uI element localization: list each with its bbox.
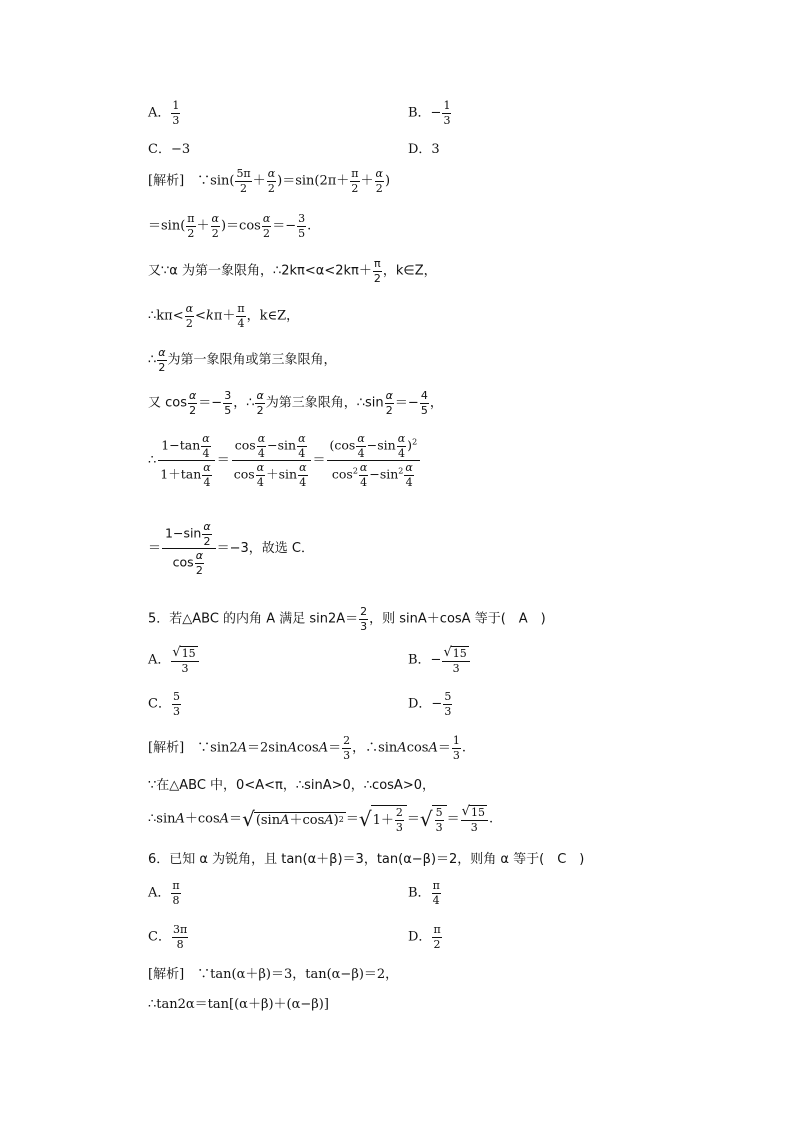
q4-option-d: D．3 — [408, 142, 440, 157]
q6-option-a: A． $\frac{\pi}{8}$ — [148, 879, 180, 907]
q6-analysis-line-2: ∴tan2α＝tan[(α＋β)＋(α−β)] — [148, 997, 329, 1012]
q4-analysis-line-4: ∴kπ< $\frac{\alpha}{2}$ <kπ＋ $\frac{\pi}{4}$ ，k∈Z， — [148, 302, 300, 330]
q4-option-a: A． $\frac{1}{3}$ — [148, 99, 180, 127]
q5-analysis-line-1: [解析] ∵sin2A＝2sinAcosA＝ $\frac{2}{3}$ ，∴sinAcosA＝ $\frac{1}{3}$ . — [148, 734, 467, 762]
q6-stem: 6．已知 α 为锐角，且 tan(α＋β)＝3，tan(α−β)＝2，则角 α 等于( C ) — [148, 852, 585, 867]
q6-option-d: D． $\frac{\pi}{2}$ — [408, 923, 441, 951]
q6-analysis-line-1: [解析] ∵tan(α＋β)＝3，tan(α−β)＝2， — [148, 967, 399, 982]
q4-option-c: C．−3 — [148, 142, 191, 157]
q4-analysis-line-1: [解析] ∵sin( $\frac{5\pi}{2}$ ＋ $\frac{\alpha}{2}$ )＝sin(2π＋ $\frac{\pi}{2}$ ＋ $\frac{\alpha}{2}$ ) — [148, 167, 391, 195]
q6-option-c: C． $\frac{3\pi}{8}$ — [148, 923, 188, 951]
analysis-label: [解析] — [148, 173, 185, 189]
q4-analysis-line-8: ＝ 1−sin $\frac{\alpha}{2}$ cos $\frac{\alpha}{2}$ ＝−3，故选 C． — [148, 520, 314, 577]
q4-analysis-line-2: ＝sin( $\frac{\pi}{2}$ ＋ $\frac{\alpha}{2}$ )＝cos $\frac{\alpha}{2}$ ＝− $\frac{3}{5}$ . — [148, 212, 312, 240]
q5-stem: 5．若△ABC 的内角 A 满足 sin2A＝ $\frac{2}{3}$ ，则 sinA＋cosA 等于( A ) — [148, 605, 546, 633]
q4-option-b: B．− $\frac{1}{3}$ — [408, 99, 451, 127]
q5-option-c: C． $\frac{5}{3}$ — [148, 690, 180, 718]
q6-option-b: B． $\frac{\pi}{4}$ — [408, 879, 440, 907]
q5-analysis-line-3: ∴sinA＋cosA＝ √ (sin A ＋cos A ) 2 ＝ √ 1＋ $\frac{2}{3}$ ＝ √ $\frac{5}{3}$ ＝ √ 15 3 . — [148, 804, 494, 834]
q4-analysis-line-6: 又 cos $\frac{\alpha}{2}$ ＝− $\frac{3}{5}$ ，∴ $\frac{\alpha}{2}$ 为第三象限角，∴sin $\frac{\alpha}{2}$ ＝− $\frac{4}{5}$ ， — [148, 389, 443, 417]
q5-option-a: A． √ 15 3 — [148, 646, 200, 674]
q4-analysis-line-5: ∴ $\frac{\alpha}{2}$ 为第一象限角或第三象限角， — [148, 346, 337, 374]
q5-option-b: B．− √ 15 3 — [408, 646, 471, 674]
q5-option-d: D．− $\frac{5}{3}$ — [408, 690, 452, 718]
analysis-label: [解析] — [148, 740, 185, 756]
q4-analysis-line-3: 又∵α 为第一象限角，∴2kπ<α<2kπ＋ $\frac{\pi}{2}$ ，k∈Z， — [148, 257, 437, 285]
q5-analysis-line-2: ∵在△ABC 中，0<A<π，∴sinA>0，∴cosA>0， — [148, 778, 435, 793]
analysis-label: [解析] — [148, 967, 185, 982]
q4-analysis-line-7: ∴ 1−tan $\frac{\alpha}{4}$ 1＋tan $\frac{\alpha}{4}$ ＝ cos $\frac{\alpha}{4}$ −sin $\frac{\alpha}{4}$ cos $\frac{\alpha}{4}$ ＋sin $\frac{\alpha}{4}$ ＝ (cos $\frac{\alpha}{4}$ −sin $\frac{\alpha}{4}$ )$^2$ $\cos^2$ $\frac{\alpha}{4}$ $-\sin^2$ $\frac{\alpha}{4}$ — [148, 432, 421, 489]
